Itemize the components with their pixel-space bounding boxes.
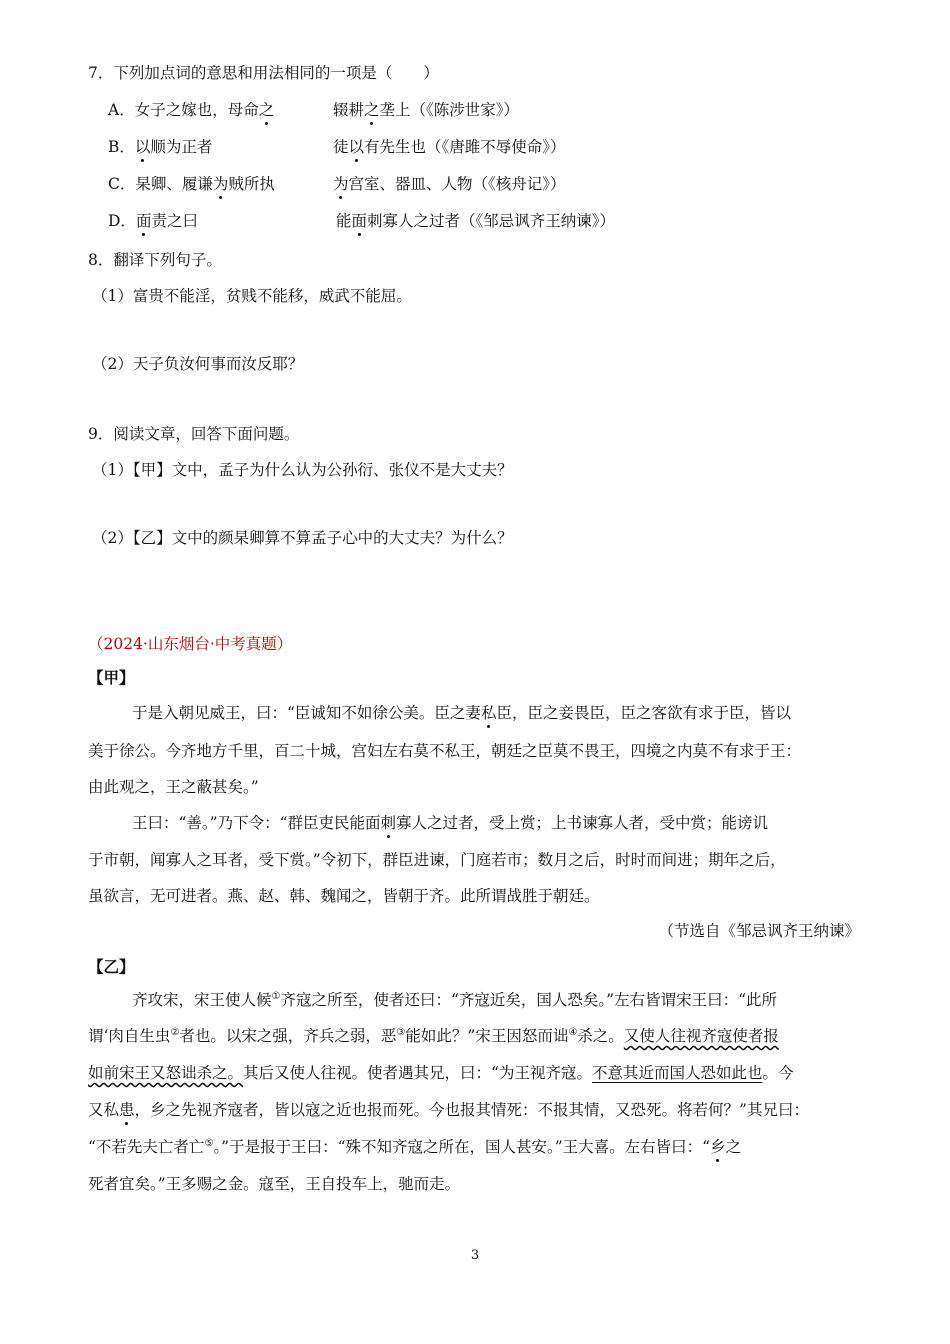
- passage-yi-line: “不若先夫亡者亡⑤。”于是报于王曰：“殊不知齐寇之所在，国人甚安。”王大喜。左右皆曰：“乡之: [88, 1137, 742, 1156]
- dotted-char: 为: [212, 175, 229, 193]
- wavy-underlined-text: 又使人往视齐寇使者报: [623, 1027, 779, 1045]
- passage-jia-line: 于市朝，闻寡人之耳者，受下赏。”令初下，群臣进谏，门庭若市；数月之后，时时而间进；期年之后，: [88, 851, 786, 869]
- q7-option-c-compare: 为宫室、器皿、人物（《核舟记》）: [333, 175, 566, 193]
- passage-jia-label: 【甲】: [88, 668, 135, 687]
- passage-yi-label: 【乙】: [88, 957, 135, 976]
- q7-option-b-compare: 徒以有先生也（《唐雎不辱使命》）: [333, 138, 566, 156]
- dotted-char: 以: [134, 138, 151, 156]
- dotted-char: 之: [364, 101, 380, 119]
- dotted-char: 以: [348, 138, 365, 156]
- wavy-underlined-text: 如前宋王又怒诎杀之。: [88, 1064, 244, 1082]
- footnote-mark: ③: [396, 1026, 406, 1038]
- passage-jia-source: （节选自《邹忌讽齐王纳谏》: [658, 922, 860, 940]
- passage-jia-line: 美于徐公。今齐地方千里，百二十城，宫妇左右莫不私王，朝廷之臣莫不畏王，四境之内莫不有求于王：: [88, 742, 802, 760]
- q8-item-2: （2）天子负汝何事而汝反耶？: [92, 355, 304, 373]
- dotted-char: 患: [119, 1101, 135, 1119]
- q8-item-1: （1）富贵不能淫，贫贱不能移，威武不能屈。: [92, 287, 412, 305]
- q7-option-a-compare: 辍耕之垄上（《陈涉世家》）: [333, 101, 520, 119]
- passage-jia-line: 于是入朝见威王，曰：“臣诚知不如徐公美。臣之妻私臣，臣之妾畏臣，臣之客欲有求于臣，皆以: [132, 704, 791, 722]
- dotted-char: 之: [258, 101, 275, 119]
- footnote-mark: ②: [170, 1026, 180, 1038]
- footnote-mark: ⑤: [204, 1137, 214, 1149]
- passage-yi-line: 又私患，乡之先视齐寇者，皆以寇之近也报而死。今也报其情死：不报其情，又恐死。将若何？”其兄曰：: [88, 1101, 809, 1119]
- footnote-mark: ①: [271, 990, 281, 1002]
- dotted-char: 私: [480, 704, 497, 722]
- passage-yi-line: 如前宋王又怒诎杀之。其后又使人往视。使者遇其兄，曰：“为王视齐寇。不意其近而国人恐如此也。今: [88, 1064, 794, 1082]
- q8-stem: 8．翻译下列句子。: [88, 251, 222, 269]
- dotted-char: 面: [135, 212, 152, 230]
- source-tag: （2024·山东烟台·中考真题）: [88, 635, 293, 653]
- q7-option-b: B．以顺为正者: [108, 138, 213, 156]
- page-number: 3: [470, 1248, 480, 1263]
- passage-jia-line: 由此观之，王之蔽甚矣。”: [88, 778, 259, 796]
- dotted-char: 乡: [710, 1138, 726, 1156]
- passage-jia-line: 虽欲言，无可进者。燕、赵、韩、魏闻之，皆朝于齐。此所谓战胜于朝廷。: [88, 887, 600, 905]
- dotted-char: 面: [351, 212, 368, 230]
- q7-option-d: D．面责之曰: [108, 212, 198, 230]
- dotted-char: 为: [333, 175, 349, 193]
- passage-jia-line: 王曰：“善。”乃下令：“群臣吏民能面刺寡人之过者，受上赏；上书谏寡人者，受中赏；能谤讥: [132, 814, 769, 832]
- q7-option-a: A．女子之嫁也，母命之: [108, 101, 275, 119]
- q9-item-2: （2）【乙】文中的颜杲卿算不算孟子心中的大丈夫？为什么？: [92, 529, 513, 547]
- q7-stem: 7．下列加点词的意思和用法相同的一项是（ ）: [88, 64, 439, 82]
- q7-option-c: C．杲卿、履谦为贼所执: [108, 175, 275, 193]
- footnote-mark: ④: [568, 1026, 578, 1038]
- dotted-char: 刺: [380, 814, 397, 832]
- q7-option-d-compare: 能面刺寡人之过者（《邹忌讽齐王纳谏》）: [336, 212, 616, 230]
- q9-item-1: （1）【甲】文中，孟子为什么认为公孙衍、张仪不是大丈夫？: [92, 461, 513, 479]
- passage-yi-line: 谓‘肉自生虫②者也。以宋之强，齐兵之弱，恶③能如此？”宋王因怒而诎④杀之。又使人往视齐寇使者报: [88, 1026, 779, 1045]
- underlined-text: 不意其近而国人恐如此也: [591, 1064, 763, 1082]
- passage-yi-line: 死者宜矣。”王多赐之金。寇至，王自投车上，驰而走。: [88, 1175, 461, 1193]
- q9-stem: 9．阅读文章，回答下面问题。: [88, 425, 300, 443]
- passage-yi-line: 齐攻宋，宋王使人候①齐寇之所至，使者还曰：“齐寇近矣，国人恐矣。”左右皆谓宋王曰：“此所: [132, 990, 778, 1009]
